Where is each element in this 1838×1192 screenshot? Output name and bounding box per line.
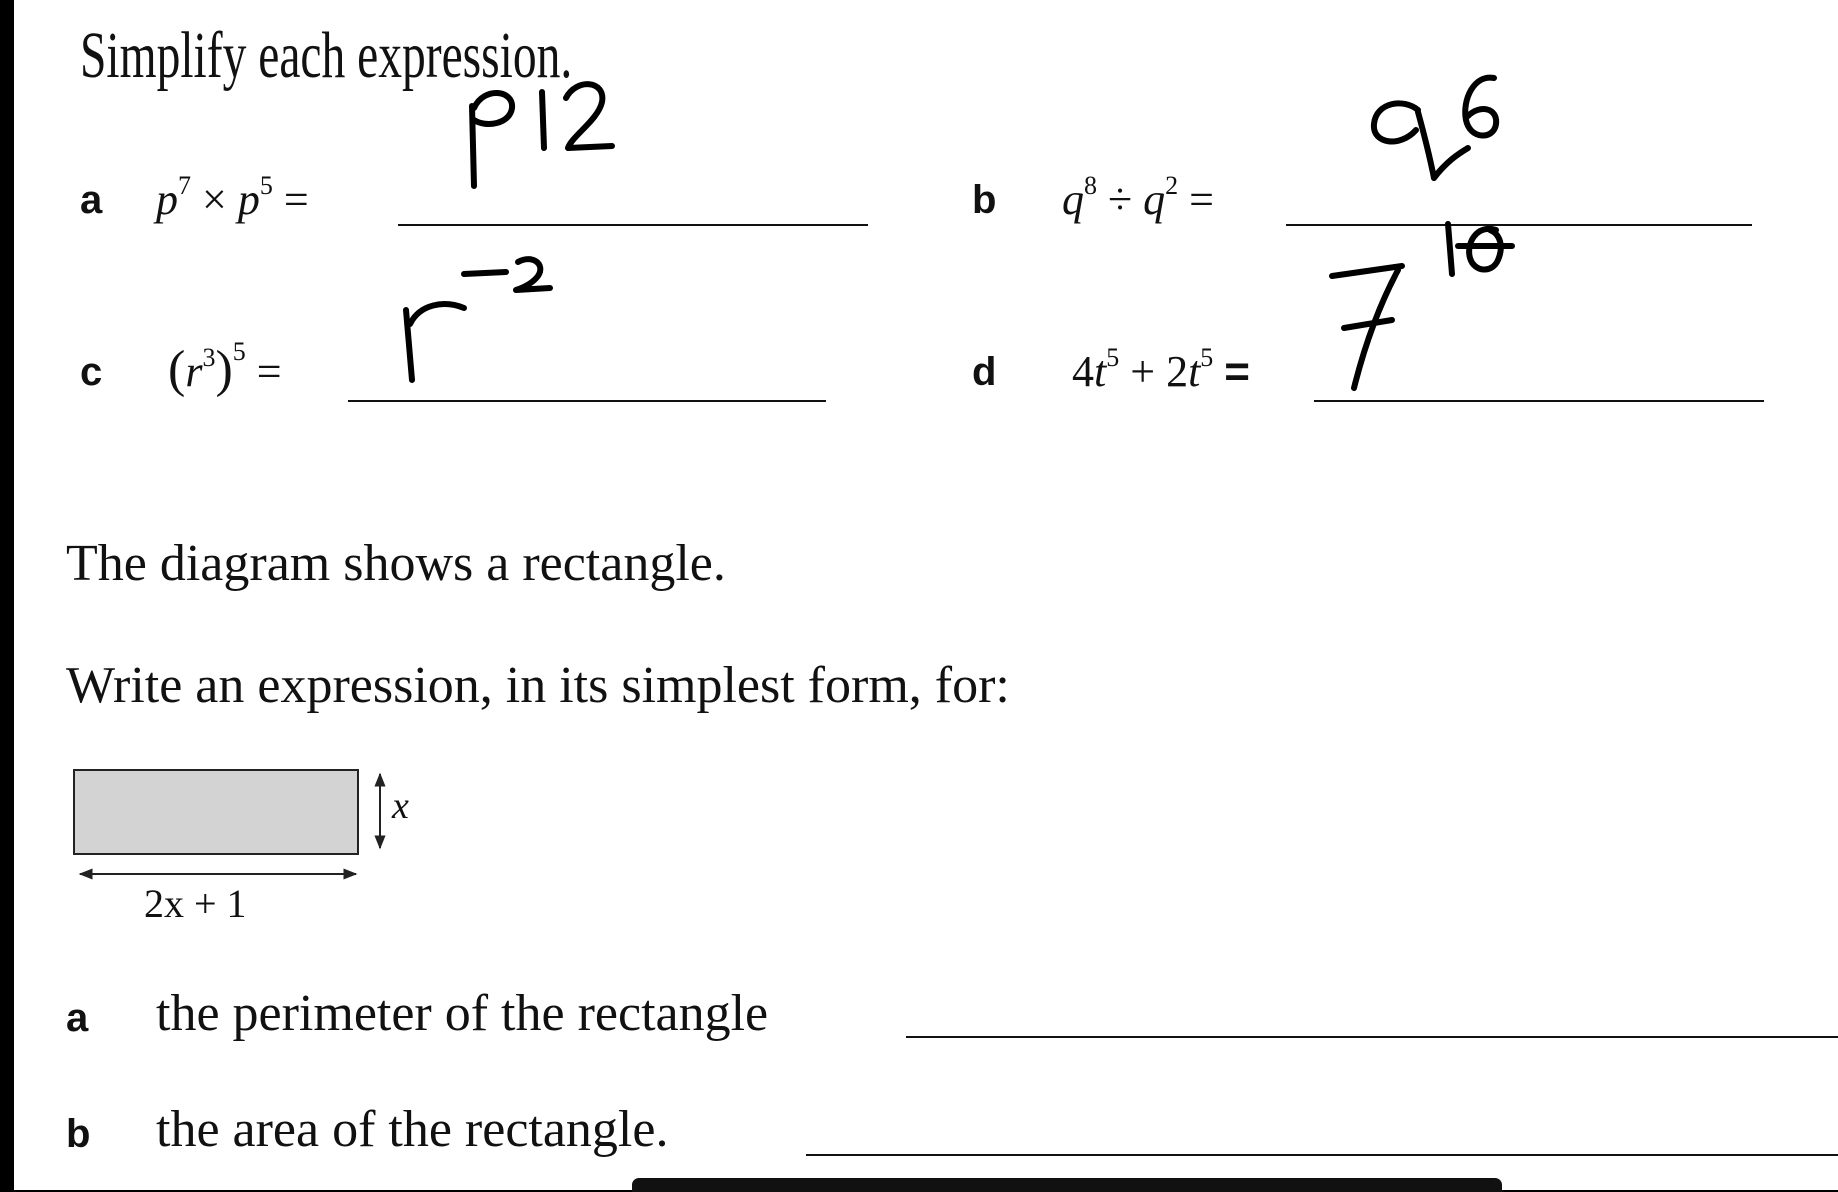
instruction-text: Write an expression, in its simplest form, for:	[66, 657, 1010, 714]
worksheet-page	[14, 0, 1838, 1190]
rectangle-diagram	[54, 758, 434, 968]
coefficient: 2	[1166, 347, 1189, 396]
question-a-expression	[156, 171, 309, 225]
question-b-expression	[1062, 171, 1214, 225]
base: p	[237, 175, 260, 224]
exponent: 3	[202, 343, 216, 372]
height-label: x	[392, 785, 409, 827]
answer-line-a[interactable]	[398, 224, 868, 226]
subquestion-b-text: the area of the rectangle.	[156, 1101, 669, 1158]
exponent: 5	[232, 337, 246, 366]
exponent: 5	[259, 171, 273, 200]
handwritten-answer-d	[1320, 210, 1540, 410]
base: q	[1062, 175, 1084, 224]
equals: =	[256, 347, 282, 396]
equals: =	[283, 175, 309, 224]
diagram-intro: The diagram shows a rectangle.	[66, 535, 726, 592]
answer-line-area[interactable]	[806, 1154, 1838, 1156]
open-paren: (	[168, 341, 186, 398]
base: q	[1143, 175, 1166, 224]
exponent: 8	[1084, 171, 1097, 200]
subquestion-a-label: a	[66, 996, 89, 1040]
close-paren: )	[215, 341, 233, 398]
base: t	[1188, 347, 1201, 396]
equals: =	[1224, 347, 1250, 396]
exponent: 5	[1200, 343, 1214, 372]
subquestion-a-text: the perimeter of the rectangle	[156, 985, 769, 1042]
equals: =	[1189, 175, 1214, 224]
exponent: 2	[1165, 171, 1179, 200]
operator: ×	[202, 175, 227, 224]
handwritten-answer-a	[454, 56, 654, 196]
answer-line-perimeter[interactable]	[906, 1036, 1838, 1038]
question-d-label: d	[972, 350, 997, 394]
exponent: 7	[178, 171, 191, 200]
question-b-label: b	[972, 178, 997, 222]
question-a-label: a	[80, 178, 103, 222]
exponent: 5	[1106, 343, 1120, 372]
question-d-expression	[1072, 343, 1250, 397]
answer-line-c[interactable]	[348, 400, 826, 402]
base: t	[1094, 347, 1107, 396]
width-label: 2x + 1	[144, 881, 247, 926]
question-c-label: c	[80, 350, 103, 394]
operator: +	[1130, 347, 1156, 396]
section-heading: Simplify each expression.	[80, 19, 573, 92]
coefficient: 4	[1072, 347, 1094, 396]
rectangle-shape	[74, 770, 358, 854]
subquestion-b-label: b	[66, 1112, 91, 1156]
handwritten-answer-c	[390, 250, 570, 390]
operator: ÷	[1108, 175, 1133, 224]
base: p	[156, 175, 178, 224]
question-c-expression	[168, 337, 282, 399]
base: r	[185, 347, 203, 396]
